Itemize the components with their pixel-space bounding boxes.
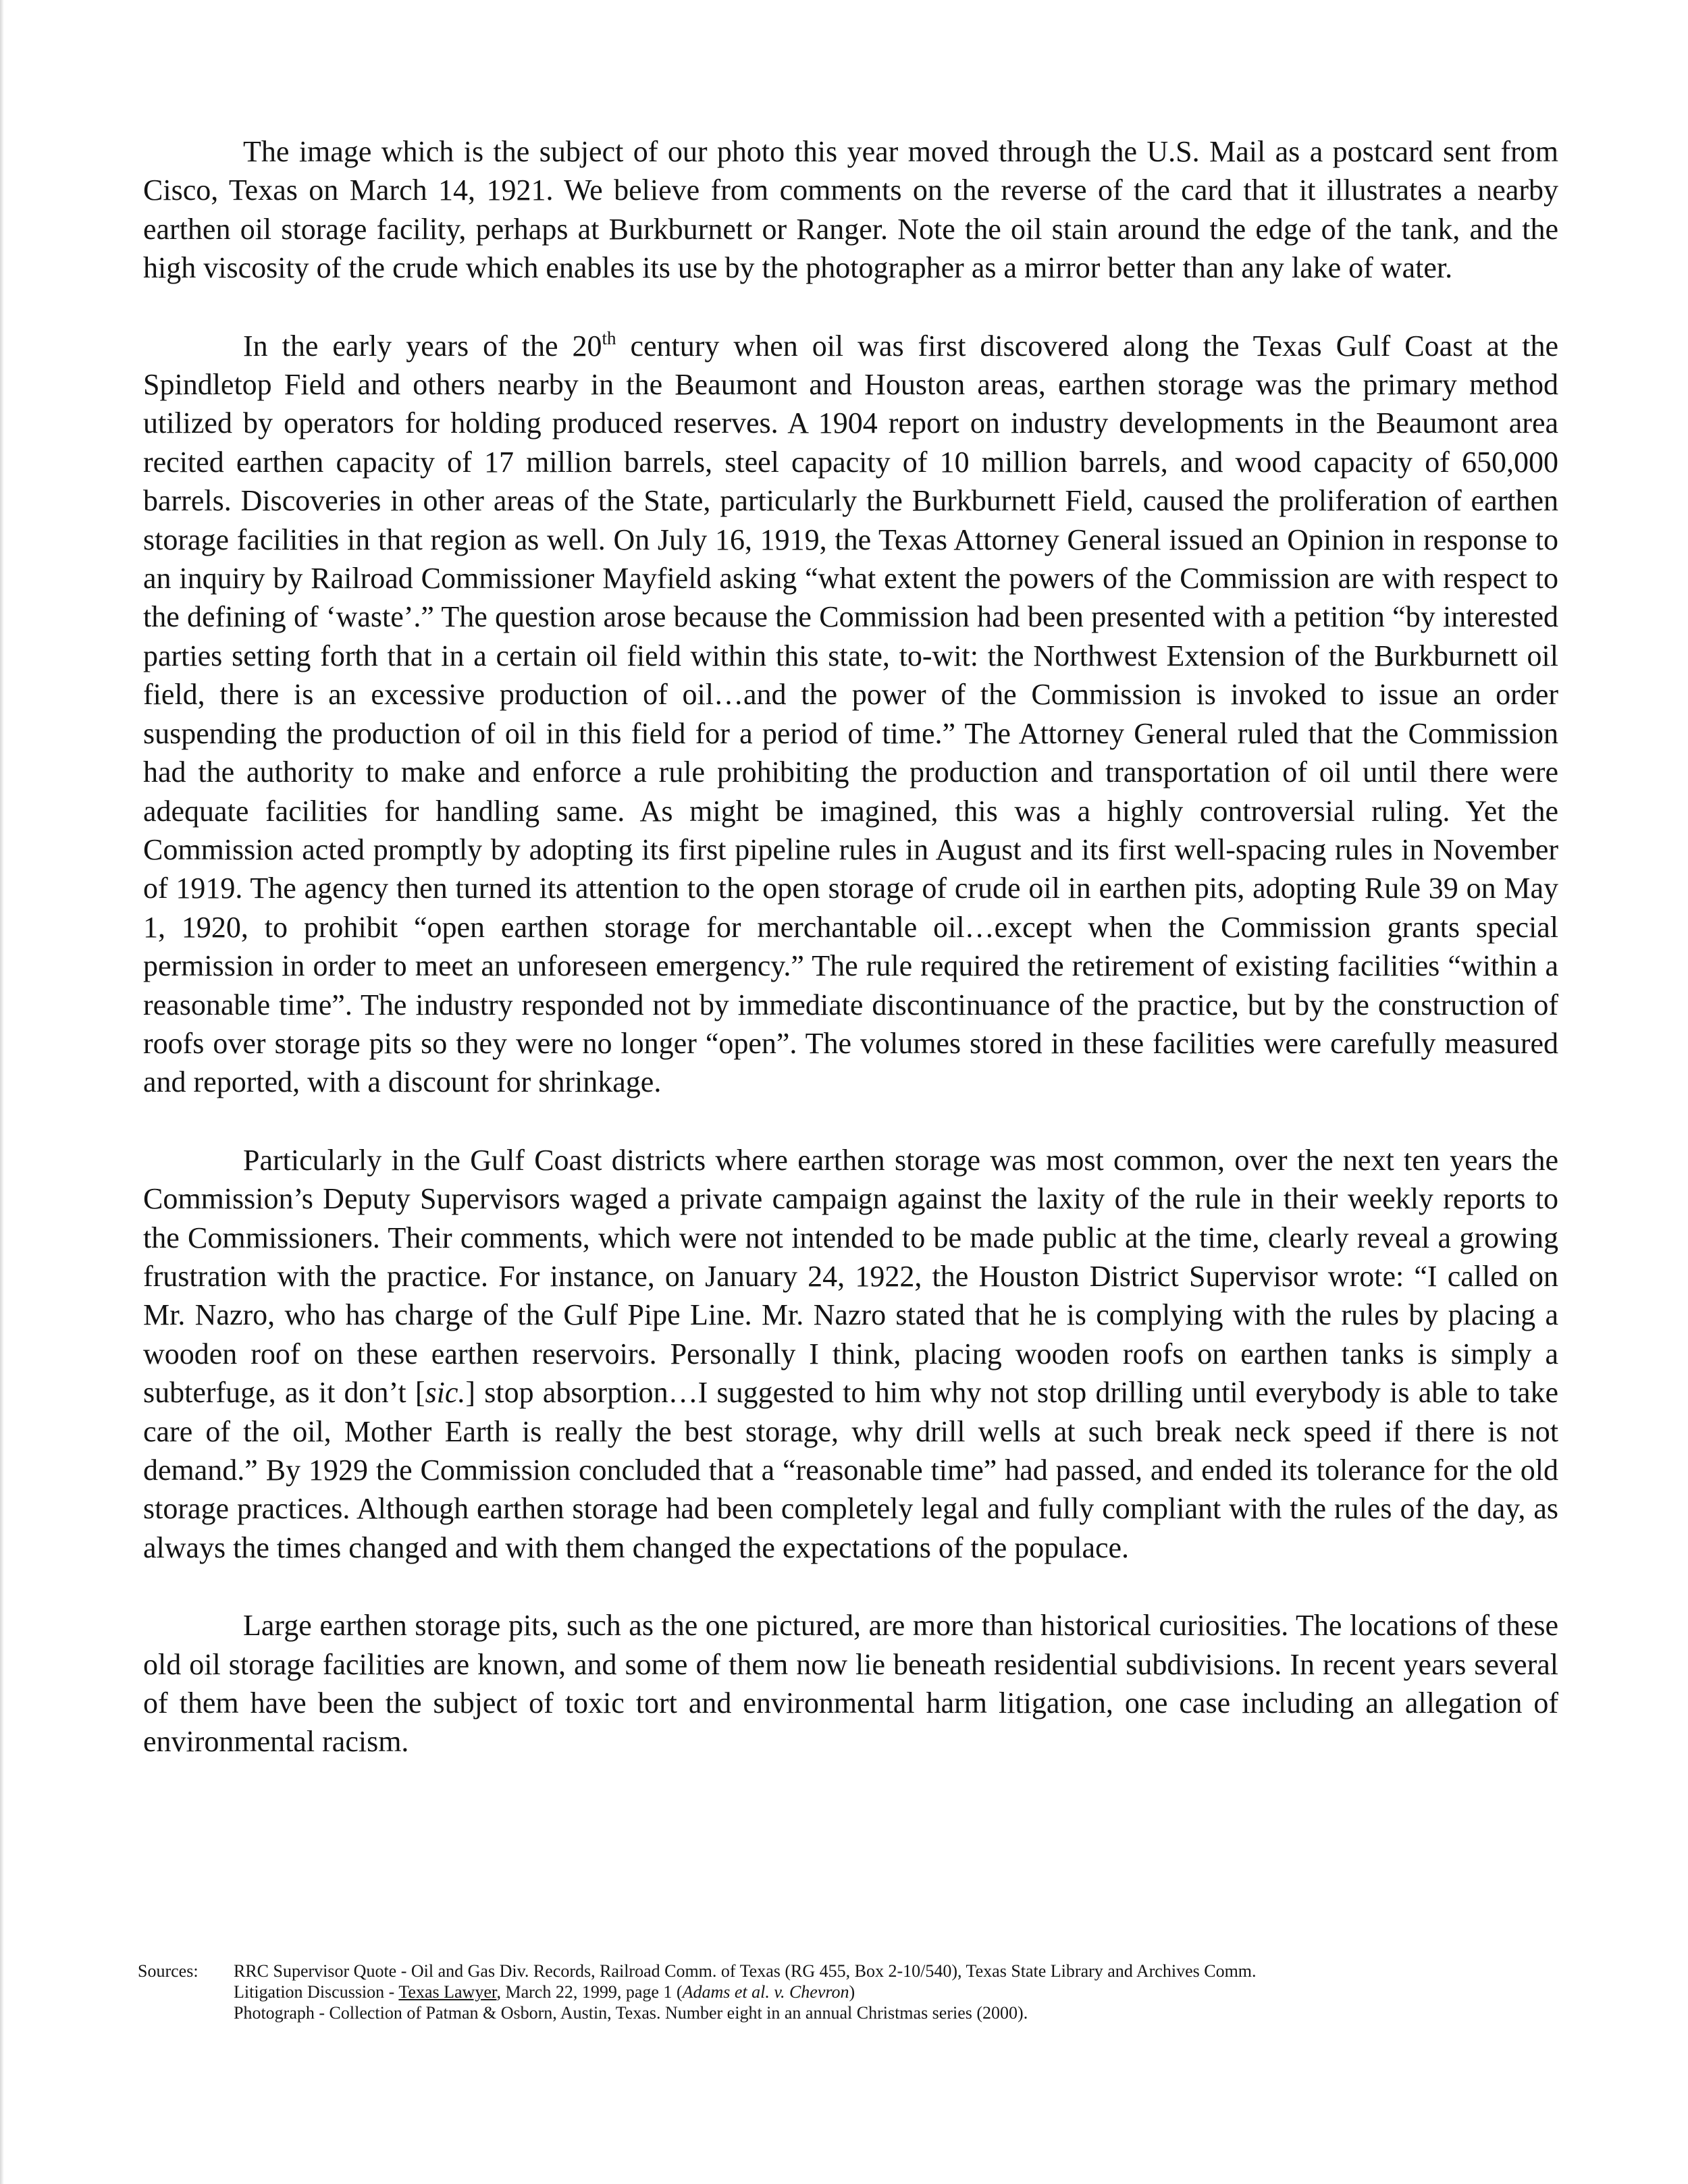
sic-annotation: sic. bbox=[425, 1376, 466, 1410]
paragraph-early-years-rest: century when oil was first discovered along the Texas Gulf Coast at the Spindletop Field and others nearby in the Beaumont and Houston areas, earthen storage was the primary method utilized by operators for holding produced reserves. A 1904 report on industry developments in the Beaumont area recited earthen capacity of 17 million barrels, steel capacity of 10 million barrels, and wood capacity of 650,000 barrels. Discoveries in other areas of the State, particularly the Burkburnett Field, caused the proliferation of earthen storage facilities in that region as well. On July 16, 1919, the Texas Attorney General issued an Opinion in response to an inquiry by Railroad Commissioner Mayfield asking “what extent the powers of the Commission are with respect to the defining of ‘waste’.” The question arose because the Commission had been presented with a petition “by interested parties setting forth that in a certain oil field within this state, to-wit: the Northwest Extension of the Burkburnett oil field, there is an excessive production of oil…and the power of the Commission is invoked to issue an order suspending the production of oil in this field for a period of time.” The Attorney General ruled that the Commission had the authority to make and enforce a rule prohibiting the production and transportation of oil until there were adequate facilities for handling same. As might be imagined, this was a highly controversial ruling. Yet the Commission acted promptly by adopting its first pipeline rules in August and its first well-spacing rules in November of 1919. The agency then turned its attention to the open storage of crude oil in earthen pits, adopting Rule 39 on May 1, 1920, to prohibit “open earthen storage for merchantable oil…except when the Commission grants special permission in order to meet an unforeseen emergency.” The rule required the retirement of existing facilities “within a reasonable time”. The industry responded not by immediate discontinuance of the practice, but by the construction of roofs over storage pits so they were no longer “open”. The volumes stored in these facilities were carefully measured and reported, with a discount for shrinkage. bbox=[143, 329, 1558, 1099]
sources-label: Sources: bbox=[138, 1961, 199, 1981]
sources-list bbox=[234, 1961, 1562, 2023]
paragraph-gulf-coast-start: Particularly in the Gulf Coast districts where earthen storage was most common, over the next ten years the Commission’s Deputy Supervisors waged a private campaign against the laxity of the rule in their weekly reports to the Commissioners. Their comments, which were not intended to be made public at the time, clearly reveal a growing frustration with the practice. For instance, on January 24, 1922, the Houston District Supervisor wrote: “I called on Mr. Nazro, who has charge of the Gulf Pipe Line. Mr. Nazro stated that he is complying with the rules by placing a wooden roof on these earthen reservoirs. Personally I think, placing wooden roofs on earthen tanks is simply a subterfuge, as it don’t [ bbox=[143, 1143, 1558, 1410]
source-rrc: RRC Supervisor Quote - Oil and Gas Div. Records, Railroad Comm. of Texas (RG 455, Box 2-10/540), Texas State Library and Archives Comm. bbox=[234, 1961, 1257, 1981]
source-litigation-suffix: ) bbox=[849, 1982, 855, 2002]
source-litigation-date: , March 22, 1999, page 1 ( bbox=[496, 1982, 683, 2002]
paragraph-gulf-coast-rest: ] stop absorption…I suggested to him why not stop drilling until everybody is able to take care of the oil, Mother Earth is really the best storage, why drill wells at such break neck speed if there is not demand.” By 1929 the Commission concluded that a “reasonable time” had passed, and ended its tolerance for the old storage practices. Although earthen storage had been completely legal and fully compliant with the rules of the day, as always the times changed and with them changed the expectations of the populace. bbox=[143, 1376, 1559, 1564]
document-body bbox=[143, 132, 1558, 1761]
paragraph-gulf-coast bbox=[143, 1141, 1558, 1567]
paragraph-storage-pits: Large earthen storage pits, such as the one pictured, are more than historical curiosities. The locations of these old oil storage facilities are known, and some of them now lie beneath residential subdivisions. In recent years several of them have been the subject of toxic tort and environmental harm litigation, one case including an allegation of environmental racism. bbox=[143, 1609, 1558, 1759]
ordinal-superscript: th bbox=[602, 327, 616, 348]
paragraph-early-years bbox=[143, 327, 1558, 1102]
source-litigation bbox=[234, 1981, 1562, 2002]
source-litigation-prefix: Litigation Discussion - bbox=[234, 1982, 399, 2002]
sources-block bbox=[138, 1961, 1562, 2023]
scan-edge-shadow bbox=[0, 0, 4, 2184]
paragraph-early-years-start: In the early years of the 20 bbox=[243, 329, 602, 363]
paragraph-postcard: The image which is the subject of our photo this year moved through the U.S. Mail as a postcard sent from Cisco, Texas on March 14, 1921. We believe from comments on the reverse of the card that it illustrates a nearby earthen oil storage facility, perhaps at Burkburnett or Ranger. Note the oil stain around the edge of the tank, and the high viscosity of the crude which enables its use by the photographer as a mirror better than any lake of water. bbox=[143, 135, 1558, 285]
source-publication-title: Texas Lawyer bbox=[398, 1982, 497, 2002]
source-case-name: Adams et al. v. Chevron bbox=[682, 1982, 849, 2002]
source-photograph: Photograph - Collection of Patman & Osborn, Austin, Texas. Number eight in an annual Christmas series (2000). bbox=[234, 2003, 1028, 2023]
